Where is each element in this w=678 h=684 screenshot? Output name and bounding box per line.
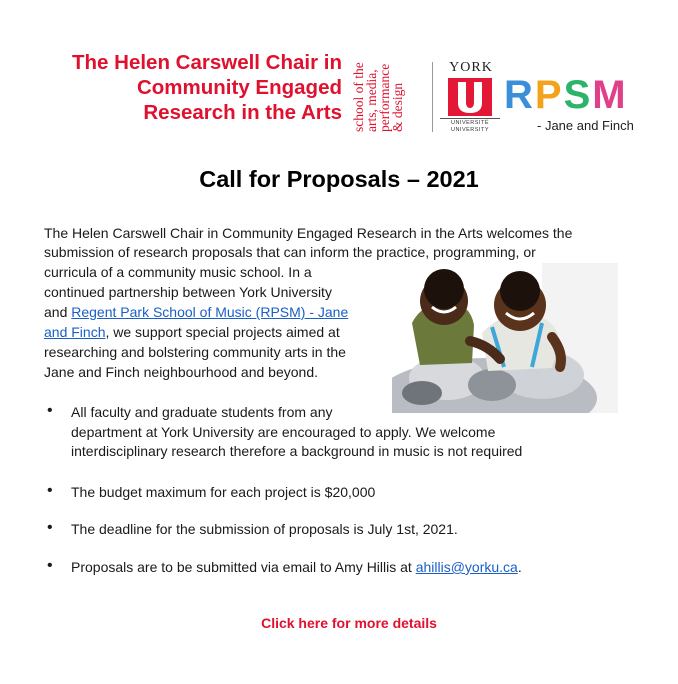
rpsm-letter-p: P	[534, 73, 564, 117]
bullet-2-text: The budget maximum for each project is $20,000	[71, 484, 376, 500]
bullet-marker-2: •	[47, 482, 53, 499]
intro-line-8: Jane and Finch neighbourhood and beyond.	[44, 364, 318, 380]
bullet-marker-3: •	[47, 519, 53, 536]
chair-title	[40, 50, 342, 125]
bullet-1-line-1: All faculty and graduate students from any	[71, 404, 333, 420]
rpsm-logo	[504, 74, 628, 116]
school-line-4: & design	[390, 82, 405, 132]
york-u-logo-icon	[448, 78, 492, 116]
intro-line-3: curricula of a community music school. In a	[44, 264, 312, 280]
school-line-2: arts, media,	[364, 69, 379, 132]
more-details-link[interactable]: Click here for more details	[261, 615, 437, 631]
york-sub-french: UNIVERSITÉ	[450, 120, 489, 126]
chair-title-line-1: The Helen Carswell Chair in	[72, 51, 342, 74]
york-logo-subtext	[440, 120, 500, 134]
rpsm-link-part-1[interactable]: Regent Park School of Music (RPSM) - Jane	[71, 304, 349, 320]
rpsm-letter-m: M	[592, 73, 628, 117]
intro-line-7: researching and bolstering community arts in the	[44, 344, 346, 360]
intro-line-4: continued partnership between York University	[44, 284, 332, 300]
chair-title-line-2: Community Engaged	[136, 76, 342, 99]
school-of-arts-logo-text	[352, 46, 436, 132]
york-logo-word: YORK	[449, 60, 493, 75]
chair-title-line-3: Research in the Arts	[143, 101, 342, 124]
page-title: Call for Proposals – 2021	[199, 166, 479, 192]
rpsm-link-part-2[interactable]: and Finch	[44, 324, 106, 340]
york-sub-english: UNIVERSITY	[450, 127, 489, 133]
bullet-marker-1: •	[47, 402, 53, 419]
intro-line-1: The Helen Carswell Chair in Community Engaged Research in the Arts welcomes the	[44, 225, 573, 241]
bullet-1-line-3: interdisciplinary research therefore a background in music is not required	[71, 443, 523, 459]
bullet-4-prefix: Proposals are to be submitted via email to Amy Hillis at	[71, 559, 416, 575]
bullet-1-line-2: department at York University are encouraged to apply. We welcome	[71, 424, 496, 440]
york-logo-rule	[440, 118, 500, 119]
email-link[interactable]: ahillis@yorku.ca	[415, 559, 518, 575]
bullet-4-text	[71, 558, 522, 577]
children-steelpan-photo	[392, 263, 618, 413]
school-line-1: school of the	[351, 62, 366, 132]
intro-line-6-text: , we support special projects aimed at	[105, 324, 340, 340]
school-line-3: performance	[377, 63, 392, 132]
bullet-3-text: The deadline for the submission of proposals is July 1st, 2021.	[71, 521, 458, 537]
rpsm-subtitle: - Jane and Finch	[537, 118, 634, 133]
intro-line-5	[44, 303, 348, 322]
intro-line-2: submission of research proposals that can inform the practice, programming, or	[44, 244, 536, 260]
logo-divider	[432, 62, 433, 132]
bullet-4-suffix: .	[517, 559, 522, 575]
rpsm-letter-r: R	[504, 73, 535, 117]
intro-line-6	[44, 323, 340, 342]
rpsm-letter-s: S	[563, 73, 593, 117]
intro-and-text: and	[44, 304, 72, 320]
bullet-marker-4: •	[47, 557, 53, 574]
